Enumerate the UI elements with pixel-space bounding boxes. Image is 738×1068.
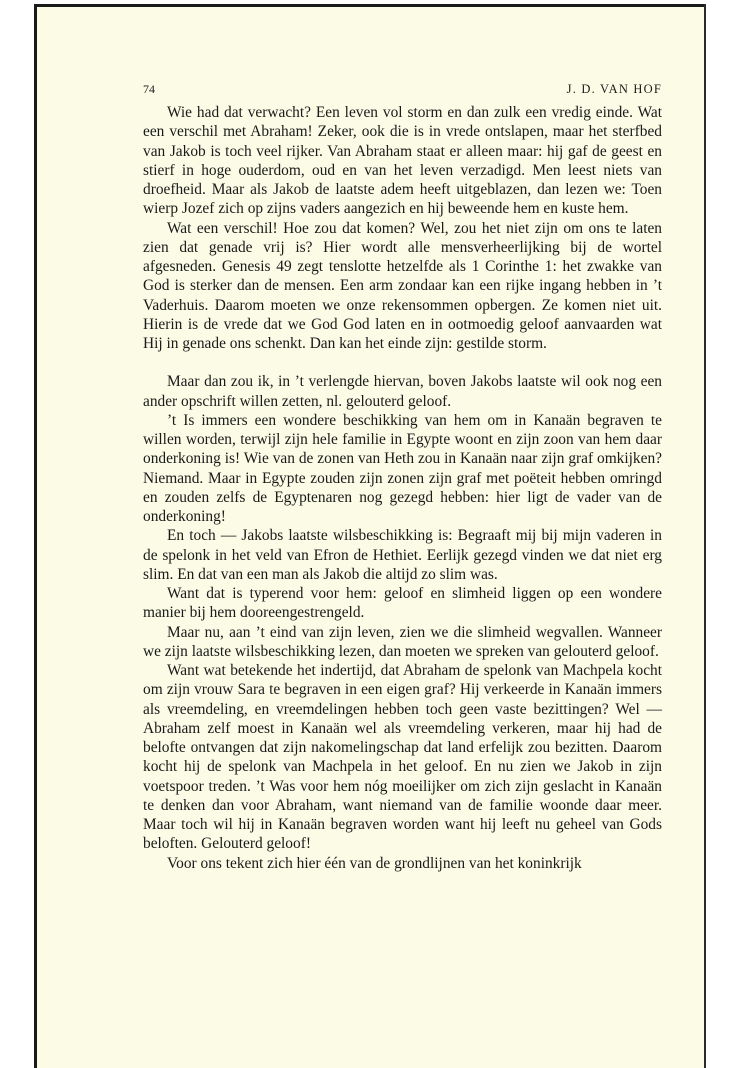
paragraph: Want dat is typerend voor hem: geloof en slimheid liggen op een wondere manier bij hem dooreengestrengeld. xyxy=(143,585,662,622)
paragraph: Maar nu, aan ’t eind van zijn leven, zien we die slimheid wegvallen. Wanneer we zijn laatste wilsbeschikking lezen, dan moeten we spreken van gelouterd geloof. xyxy=(143,623,662,660)
paragraph: ’t Is immers een wondere beschikking van hem om in Kanaän begraven te willen worden, terwijl zijn hele familie in Egypte woont en zijn zoon van hem daar onderkoning is! Wie van de zonen van Heth zou in Kanaän naar zijn graf omkijken? Niemand. Maar in Egypte zouden zijn zonen zijn graf met poëteit hebben omringd en zouden zelfs de Egyptenaren nog gezegd hebben: hier ligt de vader van de onderkoning! xyxy=(143,411,662,525)
running-title: J. D. VAN HOF xyxy=(566,82,662,96)
paragraph: Wie had dat verwacht? Een leven vol storm en dan zulk een vredig einde. Wat een verschil met Abraham! Zeker, ook die is in vrede ontslapen, maar het sterfbed van Jakob is toch veel rijker. Van Abraham staat er alleen maar: hij gaf de geest en stierf in hoge ouderdom, oud en van het leven verzadigd. Men leest niets van droefheid. Maar als Jakob de laatste adem heeft uitgeblazen, dan lezen we: Toen wierp Jozef zich op zijns vaders aangezich en hij beweende hem en kuste hem. xyxy=(143,104,662,218)
paragraph: Want wat betekende het indertijd, dat Abraham de spelonk van Machpela kocht om zijn vrouw Sara te begraven in een eigen graf? Hij verkeerde in Kanaän immers als vreemdeling, en vreemdelingen hebben toch geen vaste bezittingen? Wel — Abraham zelf moest in Kanaän wel als vreemdeling verkeren, maar hij had de belofte ontvangen dat zijn nakomelingschap dat land erfelijk zou bezitten. Daarom kocht hij de spelonk van Machpela in het geloof. En nu zien we Jakob in zijn voetspoor treden. ’t Was voor hem nóg moeilijker om zich zijn geslacht in Kanaän te denken dan voor Abraham, want niemand van de familie woonde daar meer. Maar toch wil hij in Kanaän begraven worden want hij leeft nu geheel van Gods beloften. Gelouterd geloof! xyxy=(143,662,662,853)
running-header xyxy=(143,82,662,102)
page-number: 74 xyxy=(143,82,155,96)
paragraph: Voor ons tekent zich hier één van de grondlijnen van het koninkrijk xyxy=(167,854,582,872)
page-edge-line xyxy=(704,4,706,1068)
paragraph: Wat een verschil! Hoe zou dat komen? Wel, zou het niet zijn om ons te laten zien dat genade vrij is? Hier wordt alle mensverheerlijking bij de wortel afgesneden. Genesis 49 zegt tenslotte hetzelfde als 1 Corinthe 1: het zwakke van God is sterker dan de mensen. Een arm zondaar kan een rijke ingang hebben in ’t Vaderhuis. Daarom moeten we onze rekensommen opbergen. Ze komen niet uit. Hierin is de vrede dat we God God laten en in ootmoedig geloof aanvaarden wat Hij in genade ons schenkt. Dan kan het einde zijn: gestilde storm. xyxy=(143,219,662,352)
paragraph: En toch — Jakobs laatste wilsbeschikking is: Begraaft mij bij mijn vaderen in de spelonk in het veld van Efron de Hethiet. Eerlijk gezegd vinden we dat niet erg slim. En dat van een man als Jakob die altijd zo slim was. xyxy=(143,527,662,583)
body-text xyxy=(143,103,662,873)
paragraph: Maar dan zou ik, in ’t verlengde hiervan, boven Jakobs laatste wil ook nog een ander opschrift willen zetten, nl. gelouterd geloof. xyxy=(143,373,662,410)
